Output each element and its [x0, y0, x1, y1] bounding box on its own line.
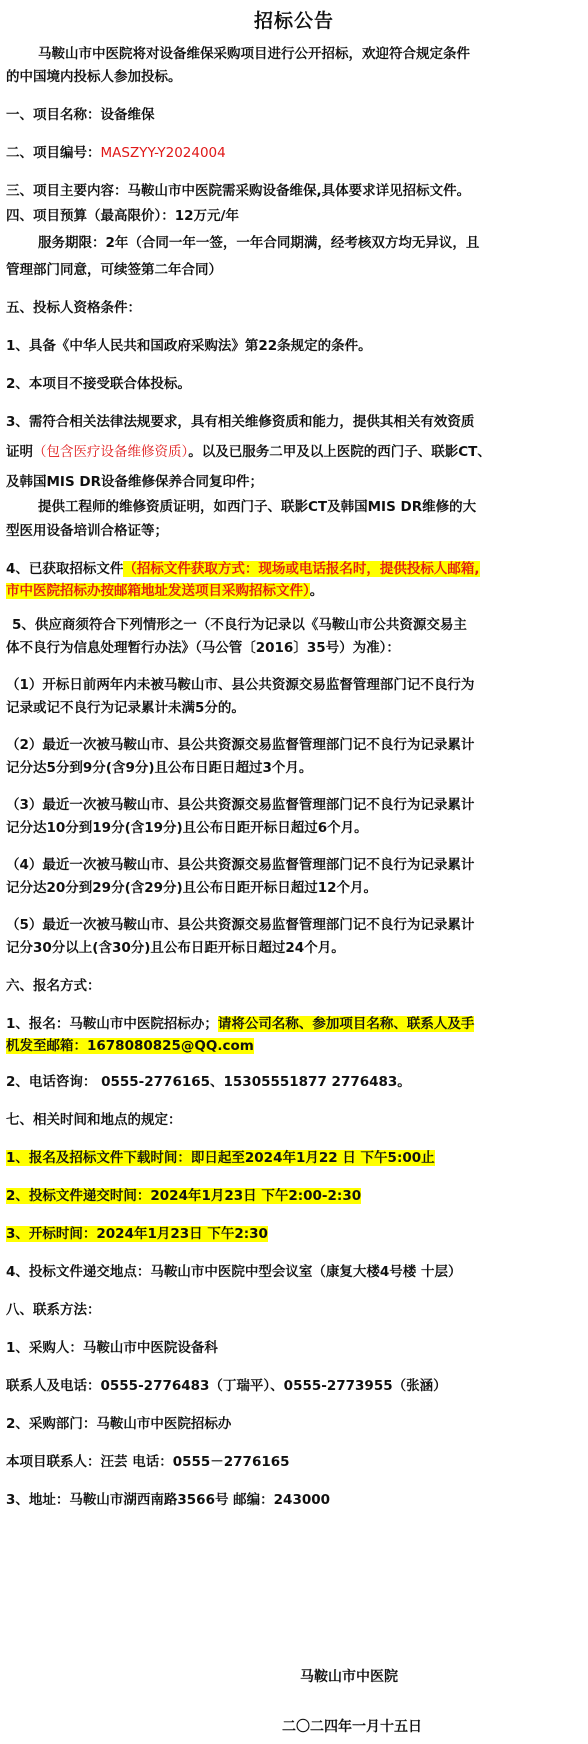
contact-phones: 联系人及电话：0555-2776483（丁瑞平）、0555-2773955（张涵） — [6, 1378, 447, 1394]
qualification-3-line-1: 3、需符合相关法律法规要求，具有相关维修资质和能力，提供其相关有效资质 — [6, 414, 475, 430]
registration-email: 机发至邮箱：1678080825@QQ.com — [6, 1038, 254, 1054]
qualification-5-line-2: 体不良行为信息处理暂行办法》（马公管〔2016〕35号）为准）： — [6, 640, 400, 656]
q4-prefix: 4、已获取招标文件 — [6, 561, 124, 577]
document-title: 招标公告 — [253, 10, 334, 32]
condition-4-line-1: （4）最近一次被马鞍山市、县公共资源交易监督管理部门记不良行为记录累计 — [6, 857, 475, 873]
q3-red-note: （包含医疗设备维修资质） — [33, 444, 189, 460]
project-budget: 四、项目预算（最高限价）：12万元/年 — [6, 208, 239, 224]
condition-3-line-2: 记分达10分到19分(含19分)且公布日距开标日超过6个月。 — [6, 820, 368, 836]
purchaser: 1、采购人：马鞍山市中医院设备科 — [6, 1340, 218, 1356]
condition-1-line-1: （1）开标日前两年内未被马鞍山市、县公共资源交易监督管理部门记不良行为 — [6, 677, 475, 693]
submission-place: 4、投标文件递交地点：马鞍山市中医院中型会议室（康复大楼4号楼 十层） — [6, 1264, 462, 1280]
phone-consultation: 2、电话咨询： 0555-2776165、15305551877 2776483。 — [6, 1074, 411, 1090]
qualification-3-line-2 — [6, 442, 584, 462]
registration-line-2 — [6, 1036, 584, 1056]
qualification-5-line-1: 5、供应商须符合下列情形之一（不良行为记录以《马鞍山市公共资源交易主 — [12, 617, 467, 633]
purchasing-department: 2、采购部门：马鞍山市中医院招标办 — [6, 1416, 232, 1432]
project-number-label: 二、项目编号： — [6, 145, 101, 161]
intro-line-1: 马鞍山市中医院将对设备维保采购项目进行公开招标，欢迎符合规定条件 — [38, 46, 470, 62]
qualification-3-line-3: 及韩国MIS DR设备维修保养合同复印件； — [6, 474, 263, 490]
qualification-3-line-5: 型医用设备培训合格证等； — [6, 523, 168, 539]
signer: 马鞍山市中医院 — [300, 1669, 398, 1685]
qualification-2: 2、本项目不接受联合体投标。 — [6, 376, 191, 392]
project-number-value: MASZYY-Y2024004 — [100, 145, 226, 161]
time-registration-text: 1、报名及招标文件下载时间：即日起至2024年1月22 日 下午5:00止 — [6, 1150, 435, 1166]
qualification-1: 1、具备《中华人民共和国政府采购法》第22条规定的条件。 — [6, 338, 372, 354]
qualification-4-line-2 — [6, 581, 584, 601]
time-opening — [6, 1224, 584, 1244]
condition-5-line-1: （5）最近一次被马鞍山市、县公共资源交易监督管理部门记不良行为记录累计 — [6, 917, 475, 933]
intro-line-2: 的中国境内投标人参加投标。 — [6, 69, 182, 85]
service-period-2: 管理部门同意，可续签第二年合同） — [6, 262, 222, 278]
q4-end: 。 — [309, 583, 324, 599]
registration-prefix: 1、报名：马鞍山市中医院招标办； — [6, 1016, 218, 1032]
condition-1-line-2: 记录或记不良行为记录累计未满5分的。 — [6, 700, 245, 716]
service-period-1: 服务期限：2年（合同一年一签，一年合同期满，经考核双方均无异议，且 — [38, 235, 480, 251]
time-registration — [6, 1148, 584, 1168]
condition-3-line-1: （3）最近一次被马鞍山市、县公共资源交易监督管理部门记不良行为记录累计 — [6, 797, 475, 813]
project-number — [6, 143, 584, 163]
registration-highlight-1: 请将公司名称、参加项目名称、联系人及手 — [217, 1016, 475, 1032]
q4-highlight-2: 市中医院招标办按邮箱地址发送项目采购招标文件） — [6, 583, 310, 599]
registration-line-1 — [6, 1014, 584, 1034]
section-registration: 六、报名方式： — [6, 978, 101, 994]
address: 3、地址：马鞍山市湖西南路3566号 邮编：243000 — [6, 1492, 331, 1508]
section-time-place: 七、相关时间和地点的规定： — [6, 1112, 182, 1128]
condition-2-line-1: （2）最近一次被马鞍山市、县公共资源交易监督管理部门记不良行为记录累计 — [6, 737, 475, 753]
time-submission-text: 2、投标文件递交时间：2024年1月23日 下午2:00-2:30 — [6, 1188, 362, 1204]
q4-highlight-1: （招标文件获取方式：现场或电话报名时，提供投标人邮箱, — [123, 561, 480, 577]
condition-4-line-2: 记分达20分到29分(含29分)且公布日距开标日超过12个月。 — [6, 880, 377, 896]
q3-prefix: 证明 — [6, 444, 33, 460]
qualification-3-line-4: 提供工程师的维修资质证明，如西门子、联影CT及韩国MIS DR维修的大 — [38, 499, 477, 515]
project-content: 三、项目主要内容：马鞍山市中医院需采购设备维保,具体要求详见招标文件。 — [6, 183, 471, 199]
condition-5-line-2: 记分30分以上(含30分)且公布日距开标日超过24个月。 — [6, 940, 345, 956]
section-qualifications: 五、投标人资格条件： — [6, 300, 141, 316]
section-contact: 八、联系方法： — [6, 1302, 101, 1318]
condition-2-line-2: 记分达5分到9分(含9分)且公布日距日超过3个月。 — [6, 760, 313, 776]
time-opening-text: 3、开标时间：2024年1月23日 下午2:30 — [6, 1226, 268, 1242]
project-name: 一、项目名称：设备维保 — [6, 107, 155, 123]
qualification-4-line-1 — [6, 559, 584, 579]
time-submission — [6, 1186, 584, 1206]
project-contact: 本项目联系人：汪芸 电话：0555－2776165 — [6, 1454, 290, 1470]
signing-date: 二〇二四年一月十五日 — [282, 1719, 422, 1735]
q3-suffix: 。以及已服务二甲及以上医院的西门子、联影CT、 — [188, 444, 491, 460]
